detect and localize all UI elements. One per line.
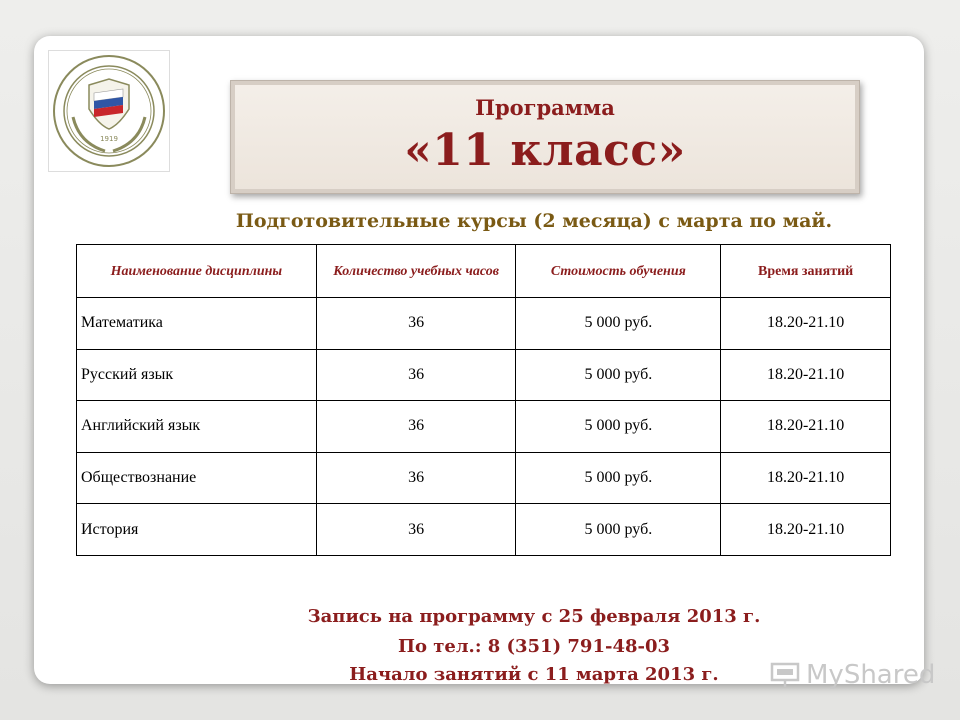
discipline-cell: История (77, 504, 317, 556)
contact-phone: По тел.: 8 (351) 791-48-03 (397, 636, 671, 657)
column-header-time: Время занятий (721, 245, 891, 298)
course-description: Подготовительные курсы (2 месяца) с марта по май. (235, 210, 833, 232)
watermark-text: MyShared (806, 660, 936, 690)
seal-year: 1919 (100, 135, 118, 143)
presentation-board-icon (770, 662, 800, 688)
cost-cell: 5 000 руб. (516, 504, 721, 556)
classes-start-date: Начало занятий с 11 марта 2013 г. (349, 664, 719, 685)
price-table (76, 244, 891, 556)
time-cell: 18.20-21.10 (721, 349, 891, 401)
table-row (77, 452, 891, 504)
university-seal-icon (49, 51, 169, 171)
time-cell: 18.20-21.10 (721, 452, 891, 504)
discipline-cell: Английский язык (77, 401, 317, 453)
table-row (77, 349, 891, 401)
table-row (77, 401, 891, 453)
time-cell: 18.20-21.10 (721, 298, 891, 350)
hours-cell: 36 (316, 349, 516, 401)
time-cell: 18.20-21.10 (721, 504, 891, 556)
program-title: «11 класс» (404, 125, 686, 176)
column-header-cost: Стоимость обучения (516, 245, 721, 298)
registration-date: Запись на программу с 25 февраля 2013 г. (307, 606, 761, 627)
title-banner (230, 80, 860, 194)
column-header-discipline: Наименование дисциплины (77, 245, 317, 298)
cost-cell: 5 000 руб. (516, 452, 721, 504)
table-row (77, 298, 891, 350)
cost-cell: 5 000 руб. (516, 298, 721, 350)
cost-cell: 5 000 руб. (516, 349, 721, 401)
discipline-cell: Обществознание (77, 452, 317, 504)
discipline-cell: Математика (77, 298, 317, 350)
cost-cell: 5 000 руб. (516, 401, 721, 453)
myshared-watermark (770, 660, 940, 690)
column-header-hours: Количество учебных часов (316, 245, 516, 298)
time-cell: 18.20-21.10 (721, 401, 891, 453)
discipline-cell: Русский язык (77, 349, 317, 401)
hours-cell: 36 (316, 452, 516, 504)
table-row (77, 504, 891, 556)
hours-cell: 36 (316, 401, 516, 453)
hours-cell: 36 (316, 298, 516, 350)
table-header-row (77, 245, 891, 298)
hours-cell: 36 (316, 504, 516, 556)
program-label: Программа (475, 95, 615, 120)
university-logo (48, 50, 170, 172)
